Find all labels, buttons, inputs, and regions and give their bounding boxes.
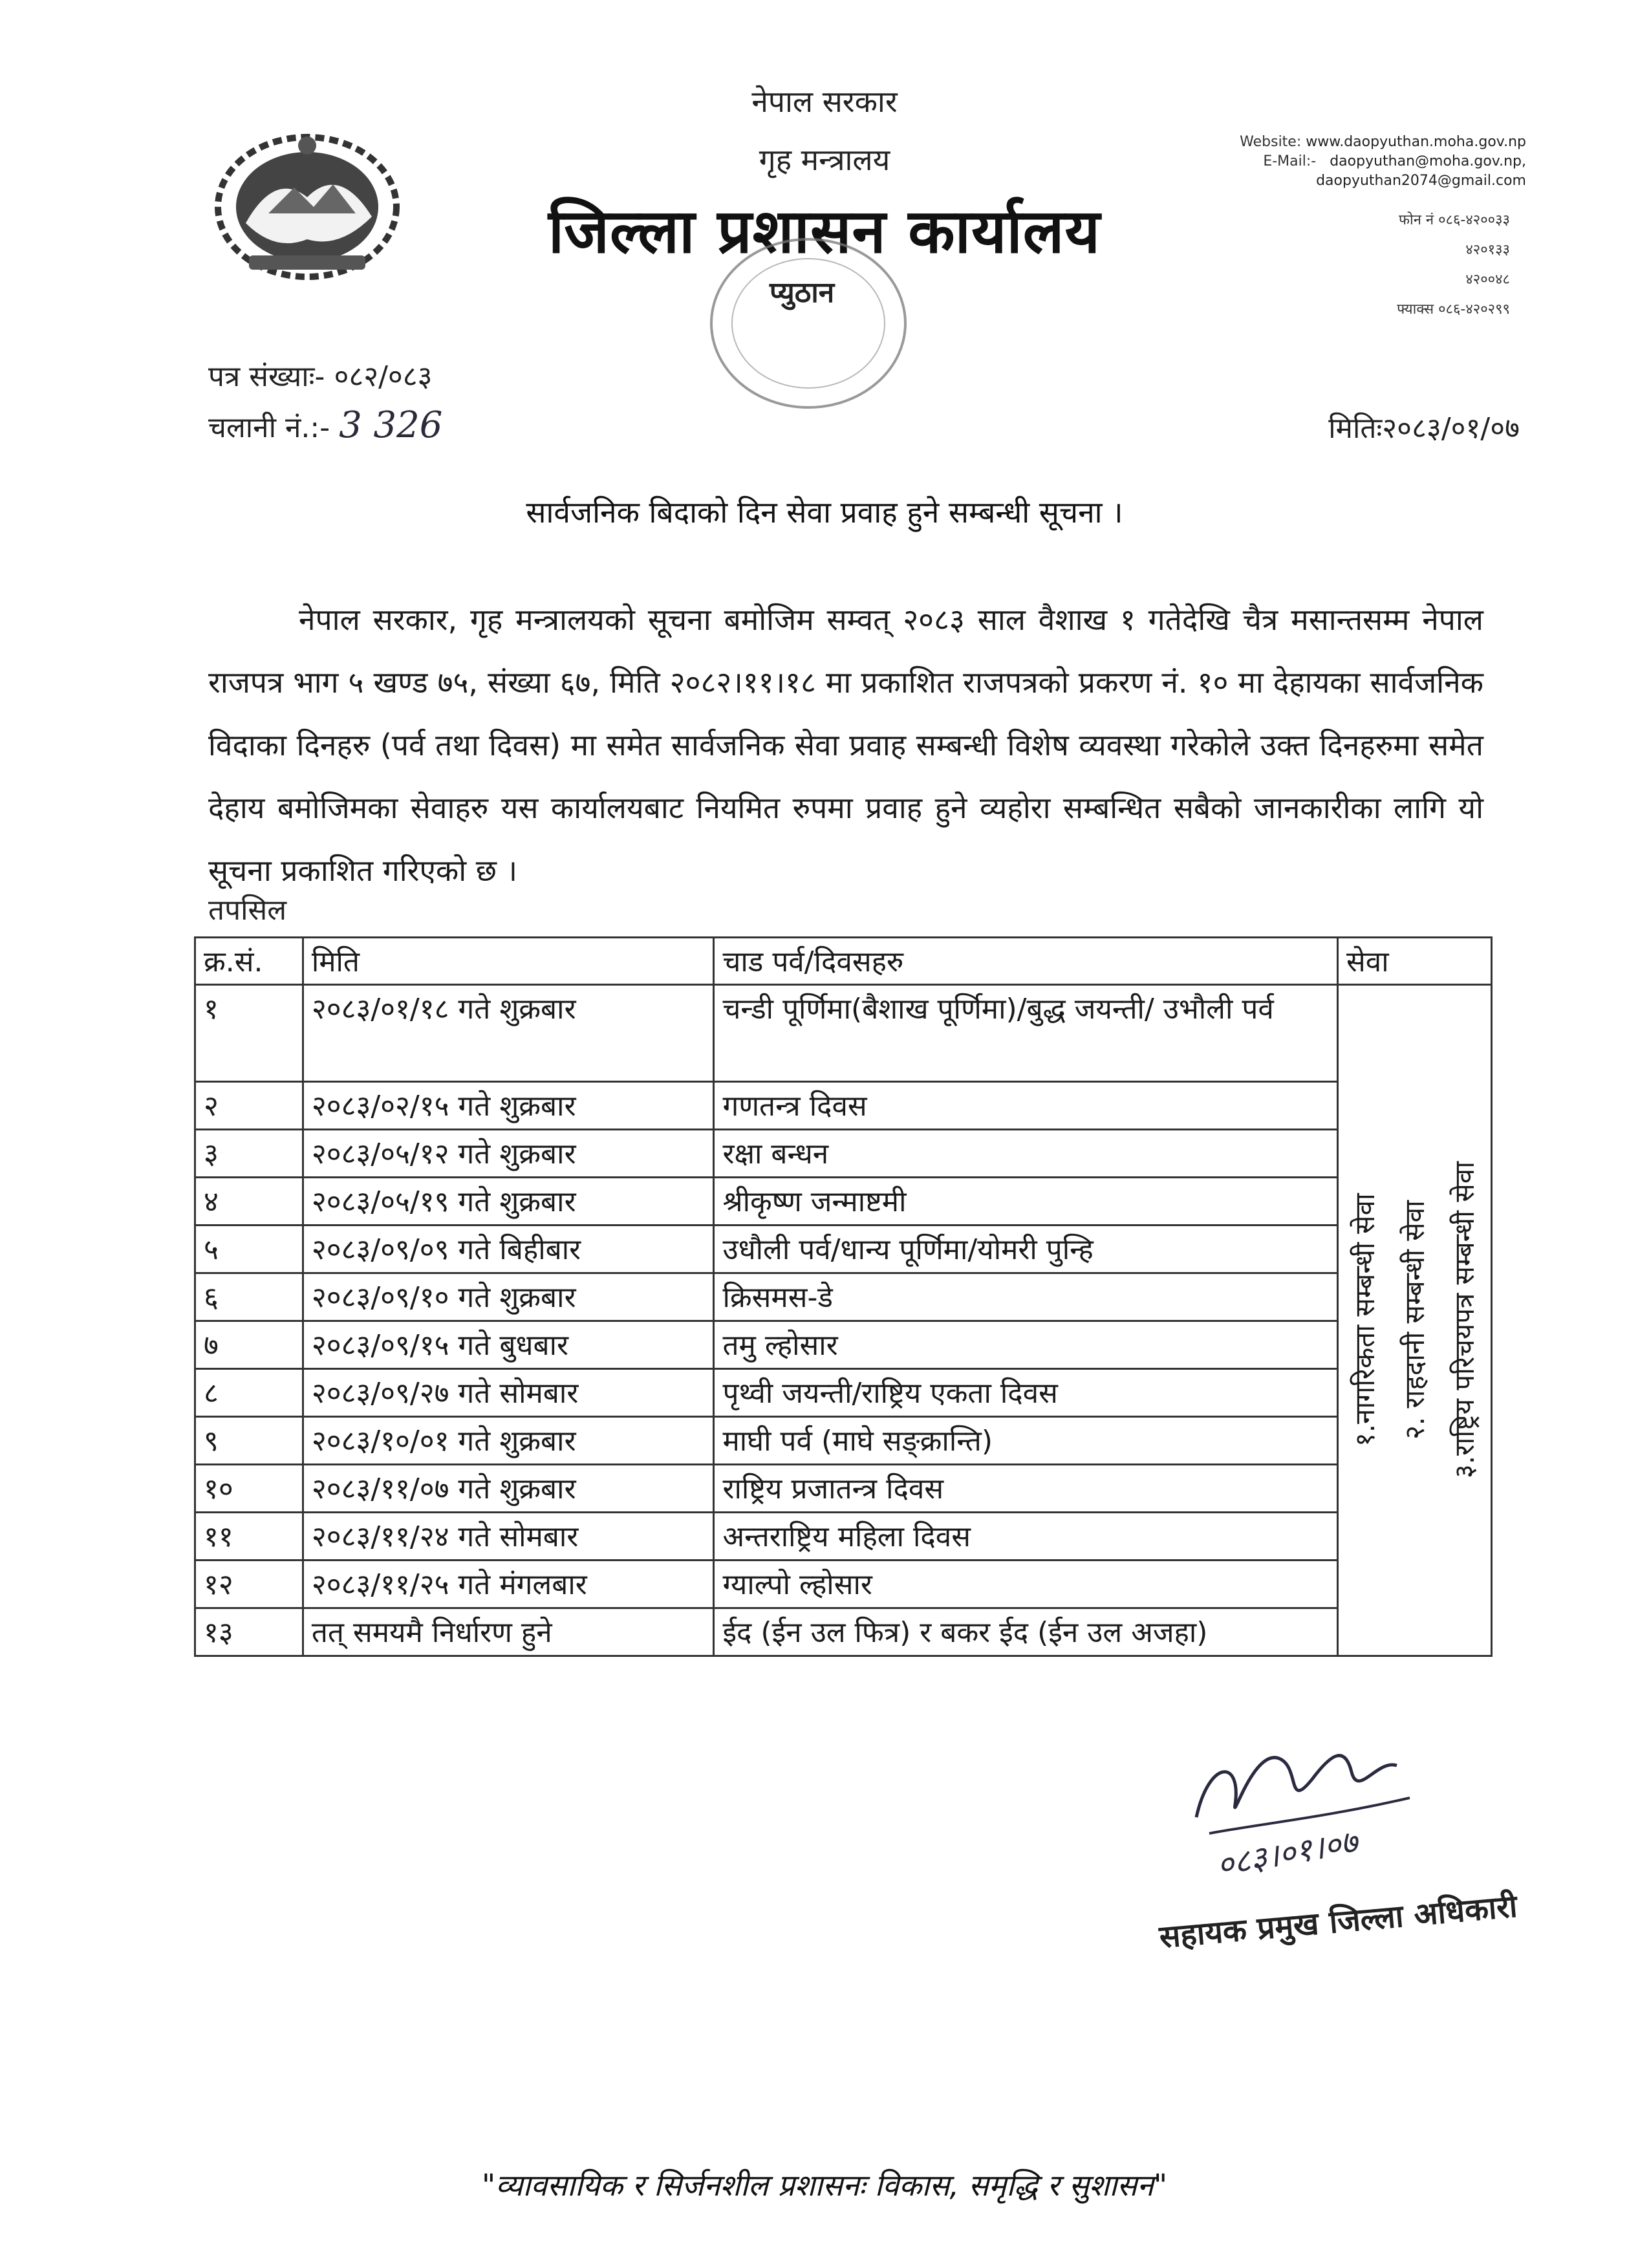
reference-label: पत्र संख्याः- [208, 360, 325, 393]
government-name: नेपाल सरकार [751, 84, 898, 119]
table-row [195, 1130, 1492, 1178]
table-row [195, 1273, 1492, 1321]
table-row [195, 1561, 1492, 1608]
letter-date: मितिः२०८३/०१/०७ [1328, 412, 1520, 445]
service-national-id: ३.राष्ट्रिय परिचयपत्र सम्बन्धी सेवा [1449, 1161, 1480, 1479]
row-date: २०८३/०५/१९ गते शुक्रबार [303, 1178, 714, 1226]
subject-line: सार्वजनिक बिदाको दिन सेवा प्रवाह हुने सम्बन्धी सूचना । [526, 495, 1123, 530]
office-location: प्युठान [770, 276, 835, 309]
row-festival: श्रीकृष्ण जन्माष्टमी [714, 1178, 1338, 1226]
row-date: २०८३/१०/०१ गते शुक्रबार [303, 1417, 714, 1465]
dispatch-value: 3 326 [339, 404, 443, 446]
email-label: E-Mail:- [1263, 153, 1317, 169]
row-serial: १२ [195, 1561, 303, 1608]
row-serial: ८ [195, 1369, 303, 1417]
contact-block [1240, 133, 1526, 191]
table-row [195, 1417, 1492, 1465]
header-date: मिति [303, 938, 714, 985]
header-serial: क्र.सं. [195, 938, 303, 985]
services-cell [1338, 985, 1492, 1656]
row-serial: ७ [195, 1321, 303, 1369]
holiday-schedule-table [194, 936, 1493, 1657]
row-date: २०८३/०९/१५ गते बुधबार [303, 1321, 714, 1369]
row-festival: क्रिसमस-डे [714, 1273, 1338, 1321]
row-festival: ईद (ईन उल फित्र) र बकर ईद (ईन उल अजहा) [714, 1608, 1338, 1656]
office-name: जिल्ला प्रशासन कार्यालय [548, 197, 1101, 267]
row-festival: तमु ल्होसार [714, 1321, 1338, 1369]
row-date: तत् समयमै निर्धारण हुने [303, 1608, 714, 1656]
row-festival: रक्षा बन्धन [714, 1130, 1338, 1178]
table-row [195, 1513, 1492, 1561]
website-link[interactable]: www.daopyuthan.moha.gov.np [1306, 134, 1526, 150]
row-festival: राष्ट्रिय प्रजातन्त्र दिवस [714, 1465, 1338, 1513]
row-date: २०८३/११/०७ गते शुक्रबार [303, 1465, 714, 1513]
table-row [195, 1082, 1492, 1130]
row-serial: १ [195, 985, 303, 1082]
dispatch-number [208, 404, 442, 446]
dispatch-label: चलानी नं.:- [208, 411, 330, 444]
row-date: २०८३/११/२५ गते मंगलबार [303, 1561, 714, 1608]
table-header-row [195, 938, 1492, 985]
footer-motto: "व्यावसायिक र सिर्जनशील प्रशासनः विकास, समृद्धि र सुशासन" [481, 2168, 1168, 2203]
row-date: २०८३/०२/१५ गते शुक्रबार [303, 1082, 714, 1130]
row-date: २०८३/०५/१२ गते शुक्रबार [303, 1130, 714, 1178]
row-serial: २ [195, 1082, 303, 1130]
body-paragraph: नेपाल सरकार, गृह मन्त्रालयको सूचना बमोजिम सम्वत् २०८३ साल वैशाख १ गतेदेखि चैत्र मसान्तसम्म नेपाल राजपत्र भाग ५ खण्ड ७५, संख्या ६७, मिति २०८२।११।१८ मा प्रकाशित राजपत्रको प्रकरण नं. १० मा देहायका सार्वजनिक विदाका दिनहरु (पर्व तथा दिवस) मा समेत सार्वजनिक सेवा प्रवाह सम्बन्धी विशेष व्यवस्था गरेकोले उक्त दिनहरुमा समेत देहाय बमोजिमका सेवाहरु यस कार्यालयबाट नियमित रुपमा प्रवाह हुने व्यहोरा सम्बन्धित सबैको जानकारीका लागि यो सूचना प्रकाशित गरिएको छ । [208, 602, 1483, 888]
service-passport: २. राहदानी सम्बन्धी सेवा [1399, 1200, 1430, 1440]
fax-number: फ्याक्स ०८६-४२०२९९ [1397, 301, 1510, 318]
phone-number-2: ४२०१३३ [1465, 242, 1510, 258]
schedule-heading: तपसिल [208, 894, 287, 927]
row-serial: १३ [195, 1608, 303, 1656]
office-stamp [702, 230, 915, 417]
phone-block [1397, 206, 1510, 325]
ministry-name: गृह मन्त्रालय [759, 142, 890, 177]
reference-value: ०८२/०८३ [334, 360, 433, 393]
row-festival: गणतन्त्र दिवस [714, 1082, 1338, 1130]
service-citizenship: १.नागरिकता सम्बन्धी सेवा [1349, 1193, 1381, 1447]
table-row [195, 985, 1492, 1082]
row-serial: ३ [195, 1130, 303, 1178]
table-row [195, 1178, 1492, 1226]
table-row [195, 1369, 1492, 1417]
row-serial: ९ [195, 1417, 303, 1465]
row-serial: ४ [195, 1178, 303, 1226]
row-date: २०८३/०१/१८ गते शुक्रबार [303, 985, 714, 1082]
row-festival: अन्तराष्ट्रिय महिला दिवस [714, 1513, 1338, 1561]
phone-number-1: फोन नं ०८६-४२००३३ [1399, 212, 1510, 228]
row-serial: ५ [195, 1226, 303, 1273]
email-link-secondary[interactable]: daopyuthan2074@gmail.com [1316, 173, 1526, 189]
header-service: सेवा [1338, 938, 1492, 985]
signatory-title: सहायक प्रमुख जिल्ला अधिकारी [1158, 1888, 1519, 1956]
reference-number [208, 356, 433, 394]
row-date: २०८३/११/२४ गते सोमबार [303, 1513, 714, 1561]
row-date: २०८३/०९/२७ गते सोमबार [303, 1369, 714, 1417]
row-festival: उधौली पर्व/धान्य पूर्णिमा/योमरी पुन्हि [714, 1226, 1338, 1273]
table-row [195, 1465, 1492, 1513]
row-festival: ग्याल्पो ल्होसार [714, 1561, 1338, 1608]
row-date: २०८३/०९/१० गते शुक्रबार [303, 1273, 714, 1321]
table-row [195, 1608, 1492, 1656]
row-serial: ६ [195, 1273, 303, 1321]
header-festival: चाड पर्व/दिवसहरु [714, 938, 1338, 985]
row-festival: चन्डी पूर्णिमा(बैशाख पूर्णिमा)/बुद्ध जयन्ती/ उभौली पर्व [714, 985, 1338, 1082]
row-serial: १० [195, 1465, 303, 1513]
row-festival: माघी पर्व (माघे सङ्क्रान्ति) [714, 1417, 1338, 1465]
signature-date: ०८३।०१।०७ [1213, 1822, 1361, 1885]
row-festival: पृथ्वी जयन्ती/राष्ट्रिय एकता दिवस [714, 1369, 1338, 1417]
row-date: २०८३/०९/०९ गते बिहीबार [303, 1226, 714, 1273]
row-serial: ११ [195, 1513, 303, 1561]
phone-number-3: ४२००४८ [1465, 272, 1510, 288]
email-link-primary[interactable]: daopyuthan@moha.gov.np, [1330, 153, 1526, 169]
table-row [195, 1321, 1492, 1369]
website-label: Website: [1240, 134, 1302, 150]
table-row [195, 1226, 1492, 1273]
